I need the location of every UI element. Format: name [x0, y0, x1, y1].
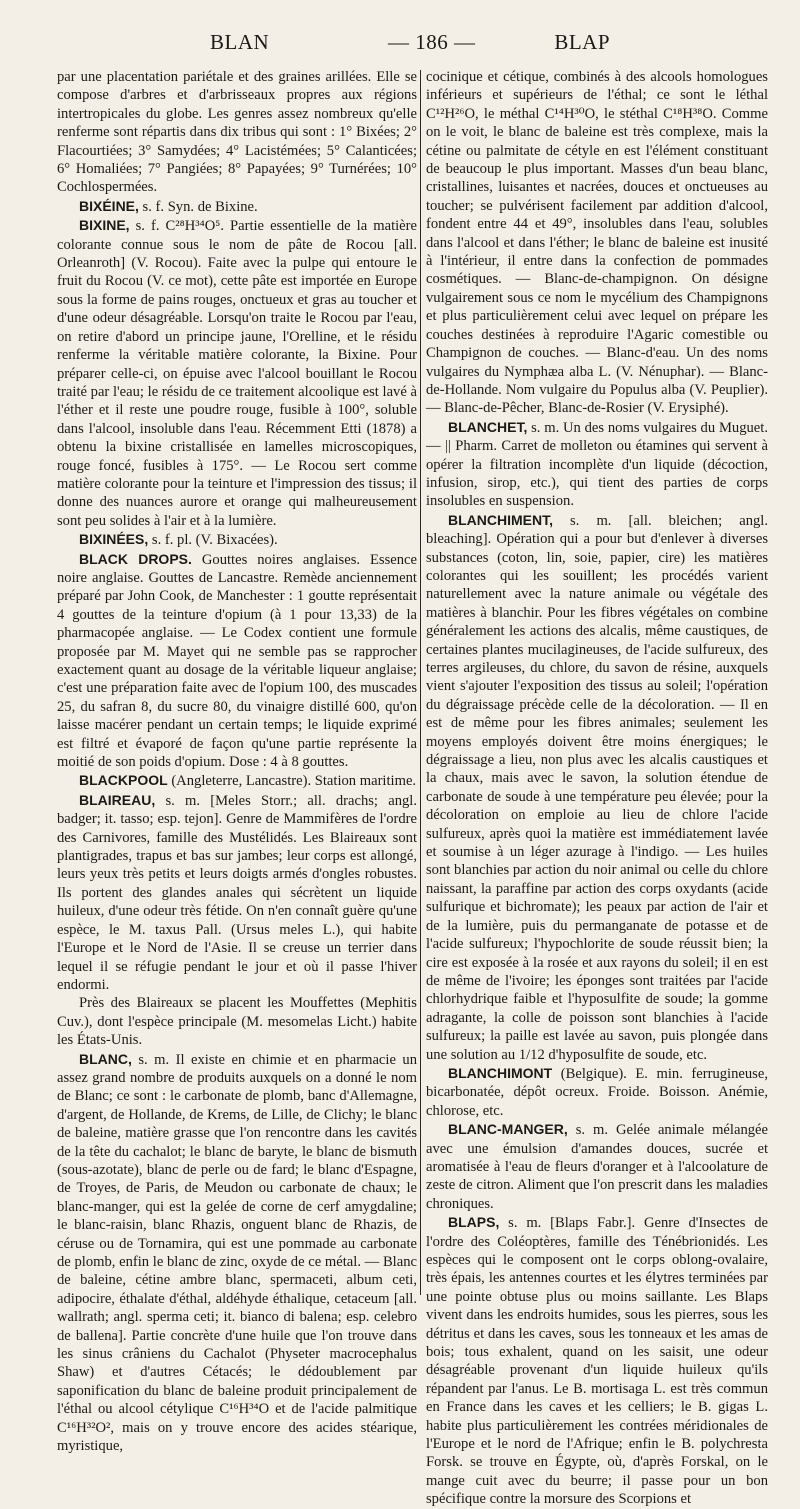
dictionary-entry [426, 511, 768, 1064]
right-column [426, 68, 768, 1508]
dictionary-entry [426, 1120, 768, 1213]
dictionary-entry [57, 68, 417, 197]
entry-headword: BLAPS, [448, 1214, 500, 1231]
entry-text: s. m. Un des noms vulgaires du Muguet. — || Pharm. Carret de molleton ou étamines qui servent à opérer la filtration incomplète d'un liquide (décoction, infusion, sirop, etc.), qui tient des parties de corps insolubles en suspension. [426, 419, 768, 510]
header-left-word: BLAN [210, 30, 270, 54]
entry-headword: BLANCHIMENT, [448, 511, 553, 528]
entry-headword: BLACK DROPS. [79, 550, 192, 567]
column-divider [420, 70, 421, 1295]
entry-text: s. m. [Blaps Fabr.]. Genre d'Insectes de l'ordre des Coléoptères, famille des Ténébrionidés. Les espèces qui le composent ont le corps oblong-ovalaire, très épais, les antennes courtes et les élytres terminées par une pointe obtuse plus ou moins saillante. Les Blaps vivent dans les endroits humides, sous les pierres, sous les détritus et dans les caves, sous les tonneaux et les amas de bois; tous exhalent, quand on les saisit, une odeur désagréable provenant d'un liquide huileux qu'ils répandent par l'anus. Le B. mortisaga L. est très commun en France dans les caves et les celliers; le B. gigas L. habite plus particulièrement les contrées méridionales de l'Europe et le nord de l'Afrique; enfin le B. polychresta Forsk. se trouve en Égypte, où, d'après Forskal, on le mange cuit avec du beurre; il passe pour un bon spécifique contre la morsure des Scorpions et [426, 1215, 768, 1508]
dictionary-entry [426, 418, 768, 511]
dictionary-entry [57, 550, 417, 772]
entry-headword: BLACKPOOL [79, 772, 168, 789]
entry-text: s. m. [Meles Storr.; all. drachs; angl. badger; it. tasso; esp. tejon]. Genre de Mammifères de l'ordre des Carnivores, famille des Mustélidés. Les Blaireaux sont plantigrades, trapus et bas sur jambes; leur corps est allongé, leurs yeux très petits et leurs doigts armés d'ongles robustes. Ils portent des glandes anales qui sécrètent un liquide huileux, d'une odeur très fétide. On n'en connaît guère qu'une espèce, le M. taxus Pall. (Ursus meles L.), qui habite l'Europe et le Nord de l'Asie. Il se creuse un terrier dans lequel il se réfugie pendant le jour et où il passe l'hiver endormi. [57, 792, 417, 993]
dictionary-entry [57, 216, 417, 530]
entry-text: (Angleterre, Lancastre). Station maritime. [167, 773, 417, 790]
page-number: — 186 — [388, 30, 476, 54]
entry-text: s. m. [all. bleichen; angl. bleaching]. Opération qui a pour but d'enlever à diverses substances (coton, lin, soie, papier, cire) les matières colorantes qui les souillent; les procédés varient naturellement avec la nature animale ou végétale des matières à blanchir. Pour les fibres végétales on combine généralement les actions des alcalis, même caustiques, de certaines plantes mucilagineuses, de l'acide sulfureux, des terres argileuses, du chlore, du savon de résine, auxquels vient s'ajouter l'exposition des tissus au soleil; l'opération du dégraissage précède celle de la décoloration. — Il en est de même pour les fibres animales; seulement les moyens employés doivent être moins énergiques; le dégraissage a lieu, non plus avec les alcalis caustiques et la chaux, mais avec le savon, la solution étendue de carbonate de soude à une température peu élevée; pour la décoloration on emploie au lieu de chlore l'acide sulfureux, après quoi la matière est immédiatement lavée et soumise à un léger azurage à l'indigo. — Les huiles sont blanchies par action du noir animal ou celle du chlore naissant, la paraffine par action des corps oxydants (acide sulfurique et bichromate); les peaux par action de l'air et de la lumière, puis du permanganate de potasse et de l'acide sulfureux; l'hypochlorite de soude réussit bien; la cire est exposée à la rosée et aux rayons du soleil; il en est de même de l'ivoire; les éponges sont traitées par l'acide chlorhydrique faible et l'hyposulfite de soude; la gomme adragante, la colle de poisson sont blanchies à l'acide sulfureux; la paille est lavée au savon, puis plongée dans une solution au 1/12 d'hyposulfite de soude, etc. [426, 512, 768, 1063]
dictionary-entry [57, 994, 417, 1049]
dictionary-entry [57, 197, 417, 216]
entry-headword: BLANC, [79, 1050, 132, 1067]
entry-text: cocinique et cétique, combinés à des alcools homologues inférieurs et supérieurs de l'éthal; ce sont le léthal C¹²H²⁶O, le méthal C¹⁴H³⁰O, le stéthal C¹⁸H³⁸O. Comme on le voit, le blanc de baleine est très complexe, mais la cétine ou palmitate de cétyle en est l'élément constituant de beaucoup le plus important. Masses d'un beau blanc, cristallines, luisantes et nacrées, douces et onctueuses au toucher; se pulvérisent facilement par addition d'alcool, fondent entre 44 et 49°, insolubles dans l'eau, solubles dans l'alcool et dans l'éther; le blanc de baleine est inusité à l'intérieur, il entre dans la confection de pommades cosmétiques. — Blanc-de-champignon. On désigne vulgairement sous ce nom le mycélium des Champignons et plus particulièrement celui avec lequel on prépare les couches destinées à reproduire l'Agaric comestible ou Champignon de couches. — Blanc-d'eau. Un des noms vulgaires du Nymphæa alba L. (V. Nénuphar). — Blanc-de-Hollande. Nom vulgaire du Populus alba (V. Peuplier). — Blanc-de-Pêcher, Blanc-de-Rosier (V. Erysiphé). [426, 69, 768, 417]
entry-headword: BIXINÉES, [79, 531, 149, 548]
dictionary-entry [426, 68, 768, 418]
entry-headword: BIXINE, [79, 217, 130, 234]
running-head [70, 30, 760, 64]
entry-text: s. f. pl. (V. Bixacées). [148, 532, 278, 549]
entry-headword: BLANCHET, [448, 418, 528, 435]
entry-text: Gouttes noires anglaises. Essence noire anglaise. Gouttes de Lancastre. Remède anciennement préparé par John Cook, de Manchester : 1 goutte représentait 4 gouttes de la teinture d'opium (à 1 pour 13,33) de la pharmacopée anglaise. — Le Codex contient une formule proposée par M. Mayet qui ne semble pas se rapprocher exactement quant au dosage de la véritable liqueur anglaise; c'est une préparation faite avec de l'opium 100, des muscades 25, du safran 8, du sucre 80, du vinaigre distillé 600, qu'on laisse macérer pendant un certain temps; le liquide exprimé est filtré et évaporé de façon qu'une partie représente la moitié de son poids d'opium. Dose : 4 à 8 gouttes. [57, 551, 417, 771]
dictionary-entry [57, 1050, 417, 1456]
entry-headword: BIXÉINE, [79, 197, 139, 214]
entry-headword: BLAIREAU, [79, 791, 156, 808]
entry-text: par une placentation pariétale et des graines arillées. Elle se compose d'arbres et d'arbrisseaux propres aux régions intertropicales du globe. Les genres assez nombreux qu'elle renferme sont répartis dans dix tribus qui sont : 1° Bixées; 2° Flacourtiées; 3° Samydées; 4° Lacistémées; 5° Calanticées; 6° Homaliées; 7° Pangiées; 8° Papayées; 9° Turnérées; 10° Cochlospermées. [57, 69, 417, 196]
dictionary-entry [57, 791, 417, 994]
header-right-word: BLAP [554, 30, 610, 54]
entry-text: s. f. Syn. de Bixine. [138, 198, 258, 215]
entry-text: s. m. Il existe en chimie et en pharmacie un assez grand nombre de produits auxquels on a donné le nom de Blanc; ce sont : le carbonate de plomb, banc d'Allemagne, d'argent, de Hollande, de Krems, de Lille, de Clichy; le blanc de baleine, matière grasse que l'on rencontre dans les cavités de la tête du cachalot; le blanc de baryte, le blanc de bismuth (sous-azotate), blanc de perle ou de fard; le blanc d'Espagne, de Troyes, de Paris, de Meudon ou carbonate de chaux; le blanc-manger, qui est la gelée de corne de cerf amygdaline; le blanc-raisin, blanc Rhazis, onguent blanc de Rhazis, de céruse ou de Tornamira, qui est une pommade au carbonate de plomb, enfin le blanc de zinc, oxyde de ce métal. — Blanc de baleine, cétine ambre blanc, spermaceti, album ceti, adipocire, éthalate d'éthal, aldéhyde éthalique, cetaceum [all. wallrath; angl. sperma ceti; it. bianco di balena; esp. celebro de ballena]. Partie concrète d'une huile que l'on trouve dans les sinus crâniens du Cachalot (Physeter macrocephalus Shaw) et d'autres Cétacés; le dédoublement par saponification du blanc de baleine produit principalement de l'éthal ou alcool cétylique C¹⁶H³⁴O et de l'acide palmitique C¹⁶H³²O², mais on y trouve encore des acides stéarique, myristique, [57, 1051, 417, 1455]
entry-text: Près des Blaireaux se placent les Mouffettes (Mephitis Cuv.), dont l'espèce principale (M. mesomelas Licht.) habite les États-Unis. [57, 995, 417, 1049]
dictionary-entry [426, 1064, 768, 1120]
entry-text: s. f. C²⁸H³⁴O⁵. Partie essentielle de la matière colorante connue sous le nom de pâte de Rocou [all. Orleanroth] (V. Rocou). Faite avec la pulpe qui entoure le fruit du Rocou (V. ce mot), cette pâte est importée en Europe sous la forme de pains rouges, onctueux et gras au toucher et d'une odeur désagréable. Lorsqu'on traite le Rocou par l'eau, on retire d'abord un principe jaune, l'Orelline, et le résidu renferme la véritable matière colorante, la Bixine. Pour préparer celle-ci, on épuise avec l'alcool bouillant le Rocou traité par l'eau; le résidu de ce traitement alcoolique est lavé à l'éther et il reste une poudre rouge, fusible à 100°, soluble dans l'alcool, insoluble dans l'eau. Récemment Etti (1878) a obtenu la bixine cristallisée en lamelles microscopiques, rouge foncé, fusibles à 175°. — Le Rocou sert comme matière colorante pour la teinture et l'impression des tissus; il donne des nuances aurore et orange qui malheureusement sont peu solides à l'air et à la lumière. [57, 218, 417, 529]
entry-text: (Belgique). E. min. ferrugineuse, bicarbonatée, dépôt ocreux. Froide. Boisson. Anémie, chlorose, etc. [426, 1065, 768, 1119]
entry-headword: BLANC-MANGER, [448, 1121, 568, 1138]
dictionary-entry [426, 1213, 768, 1509]
dictionary-entry [57, 771, 417, 790]
left-column [57, 68, 417, 1455]
entry-text: s. m. Gelée animale mélangée avec une émulsion d'amandes douces, sucrée et aromatisée à l'eau de fleurs d'oranger et à l'alcoolature de zeste de citron. Aliment que l'on prescrit dans les maladies chroniques. [426, 1122, 768, 1212]
entry-headword: BLANCHIMONT [448, 1064, 553, 1081]
dictionary-entry [57, 530, 417, 549]
